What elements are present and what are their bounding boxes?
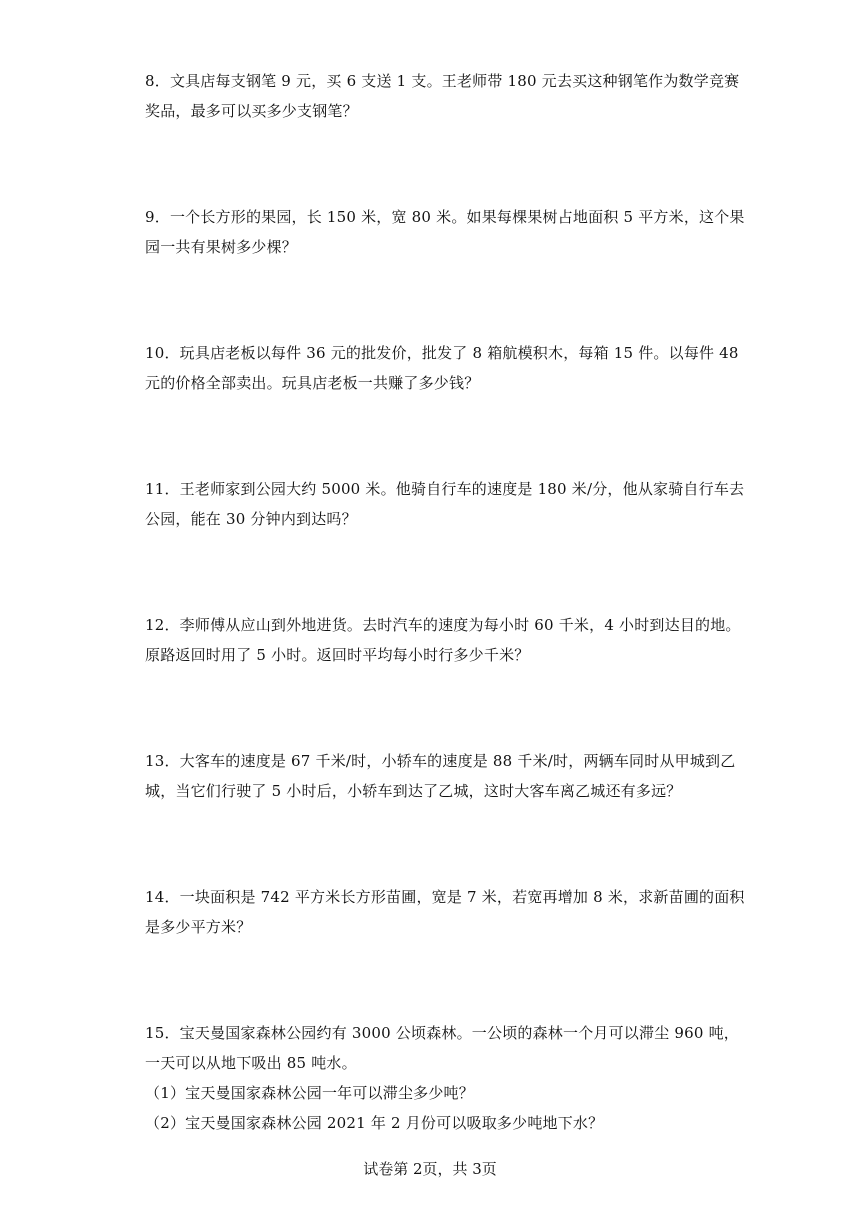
question-line: 原路返回时用了 5 小时。返回时平均每小时行多少千米？ [145,646,530,664]
question-line: 城，当它们行驶了 5 小时后，小轿车到达了乙城，这时大客车离乙城还有多远？ [145,782,682,800]
sub-question-1: （1）宝天曼国家森林公园一年可以滞尘多少吨？ [145,1084,474,1102]
question-line: 园一共有果树多少棵？ [145,238,298,256]
question-line: 元的价格全部卖出。玩具店老板一共赚了多少钱？ [145,374,480,392]
question-line: 12．李师傅从应山到外地进货。去时汽车的速度为每小时 60 千米，4 小时到达目的地。 [145,616,741,634]
question-line: 一天可以从地下吸出 85 吨水。 [145,1054,357,1072]
question-8 [145,66,740,126]
question-line: 8．文具店每支钢笔 9 元，买 6 支送 1 支。王老师带 180 元去买这种钢笔作为数学竞赛 [145,72,740,90]
page-footer: 试卷第 2页，共 3页 [363,1160,497,1178]
question-line: 11．王老师家到公园大约 5000 米。他骑自行车的速度是 180 米/分，他从家骑自行车去 [145,480,745,498]
question-line: 奖品，最多可以买多少支钢笔？ [145,102,358,120]
question-15 [145,1018,739,1138]
sub-question-2: （2）宝天曼国家森林公园 2021 年 2 月份可以吸取多少吨地下水？ [145,1114,604,1132]
question-10 [145,338,739,398]
question-line: 14．一块面积是 742 平方米长方形苗圃，宽是 7 米，若宽再增加 8 米，求新苗圃的面积 [145,888,745,906]
question-line: 13．大客车的速度是 67 千米/时，小轿车的速度是 88 千米/时，两辆车同时从甲城到乙 [145,752,736,770]
question-line: 10．玩具店老板以每件 36 元的批发价，批发了 8 箱航模积木，每箱 15 件。以每件 48 [145,344,739,362]
question-13 [145,746,736,806]
question-12 [145,610,741,670]
question-line: 是多少平方米？ [145,918,252,936]
question-9 [145,202,745,262]
question-line: 15．宝天曼国家森林公园约有 3000 公顷森林。一公顷的森林一个月可以滞尘 960 吨， [145,1024,739,1042]
question-14 [145,882,745,942]
question-line: 9．一个长方形的果园，长 150 米，宽 80 米。如果每棵果树占地面积 5 平方米，这个果 [145,208,745,226]
question-line: 公园，能在 30 分钟内到达吗？ [145,510,357,528]
question-11 [145,474,745,534]
